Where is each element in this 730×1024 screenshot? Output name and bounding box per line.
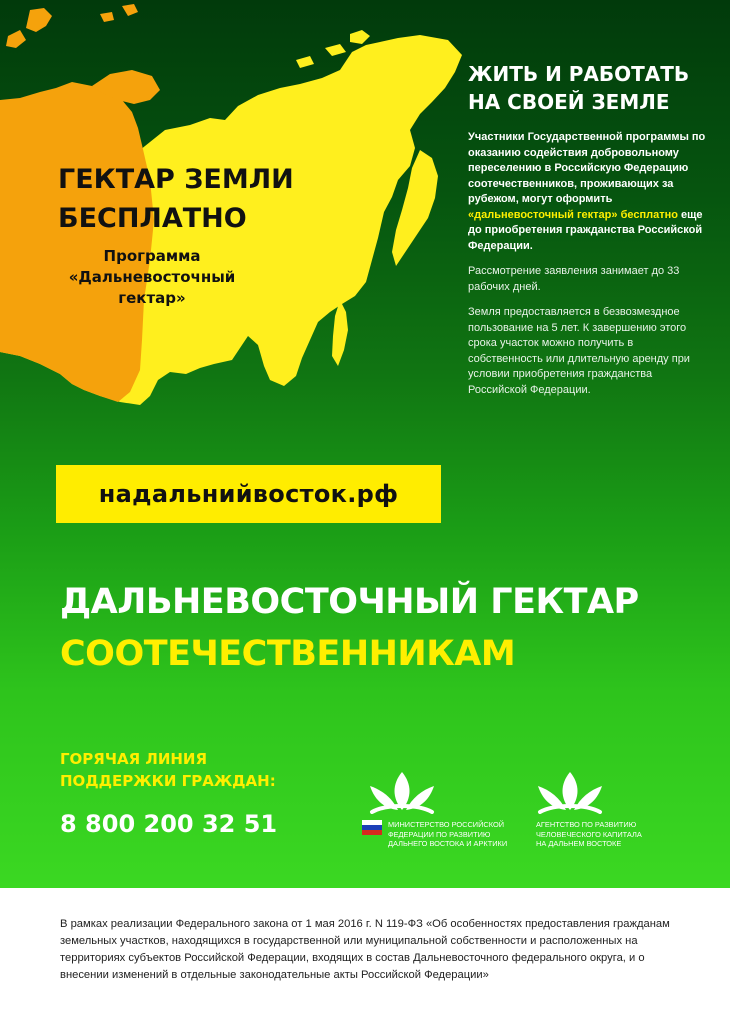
right-headline-line-1: ЖИТЬ И РАБОТАТЬ: [468, 62, 690, 86]
west-region: [0, 82, 154, 402]
land-use-paragraph: Земля предоставляется в безвозмездное пользование на 5 лет. К завершению этого срока участок можно получить в собственность или длительную аренду при условии приобретения гражданства Российской Федерации.: [468, 306, 690, 396]
intro-text-end: еще до приобретения гражданства Российской Федерации.: [468, 208, 703, 252]
hotline-phone[interactable]: 8 800 200 32 51: [60, 810, 278, 838]
map-headline-line-2: БЕСПЛАТНО: [58, 203, 247, 234]
russian-flag-icon: [362, 820, 382, 835]
right-headline-line-2: НА СВОЕЙ ЗЕМЛЕ: [468, 90, 670, 114]
main-title-line-1: ДАЛЬНЕВОСТОЧНЫЙ ГЕКТАР: [60, 582, 639, 622]
website-link[interactable]: надальнийвосток.рф: [98, 480, 399, 508]
program-line-3: гектар»: [118, 289, 186, 307]
program-name: [52, 246, 252, 309]
intro-text-start: Участники Государственной программы по оказанию содействия добровольному переселению в Российскую Федерацию соотечественников, проживающих за рубежом, могут оформить: [468, 131, 706, 205]
review-term-paragraph: Рассмотрение заявления занимает до 33 рабочих дней.: [468, 265, 680, 293]
map-headline: [58, 160, 294, 238]
franz-josef: [100, 4, 138, 22]
main-title-line-2: СООТЕЧЕСТВЕННИКАМ: [60, 634, 516, 674]
map-headline-line-1: ГЕКТАР ЗЕМЛИ: [58, 164, 294, 195]
legal-note: В рамках реализации Федерального закона от 1 мая 2016 г. N 119-ФЗ «Об особенностях предоставления гражданам земельных участков, находящихся в государственной или муниципальной собственности и расположенных на территориях субъектов Российской Федерации, входящих в состав Дальневосточного федерального округа, и о внесении изменений в отдельные законодательные акты Российской Федерации»: [60, 918, 670, 981]
lotus-icon: [362, 768, 442, 814]
hotline-label: [60, 748, 276, 792]
hotline-label-line-1: ГОРЯЧАЯ ЛИНИЯ: [60, 750, 208, 768]
intro-paragraph: [468, 130, 708, 254]
ministry-caption: МИНИСТЕРСТВО РОССИЙСКОЙ ФЕДЕРАЦИИ ПО РАЗВИТИЮ ДАЛЬНЕГО ВОСТОКА И АРКТИКИ: [388, 820, 508, 848]
website-banner[interactable]: [56, 465, 441, 523]
intro-highlight: «дальневосточный гектар» бесплатно: [468, 208, 678, 221]
program-line-2: «Дальневосточный: [68, 268, 236, 286]
footer: [0, 888, 730, 1024]
hotline-label-line-2: ПОДДЕРЖКИ ГРАЖДАН:: [60, 772, 276, 790]
sakhalin: [332, 300, 348, 366]
info-text: [468, 130, 708, 408]
right-headline: [468, 60, 689, 116]
agency-caption: АГЕНТСТВО ПО РАЗВИТИЮ ЧЕЛОВЕЧЕСКОГО КАПИТАЛА НА ДАЛЬНЕМ ВОСТОКЕ: [536, 820, 642, 848]
ministry-logo: [362, 768, 522, 849]
novaya-zemlya: [6, 8, 52, 48]
agency-logo: [530, 768, 690, 849]
lotus-icon: [530, 768, 610, 814]
program-line-1: Программа: [103, 247, 201, 265]
